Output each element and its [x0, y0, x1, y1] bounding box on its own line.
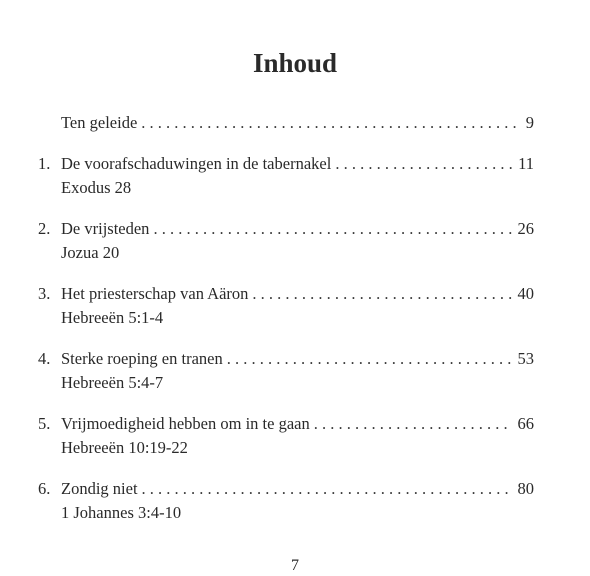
dot-leader — [142, 477, 512, 501]
toc-entry-title: Vrijmoedigheid hebben om in te gaan — [61, 414, 310, 433]
toc-entry-page: 53 — [517, 349, 534, 368]
dot-leader — [141, 111, 519, 135]
toc-entry — [38, 111, 534, 135]
toc-entry-reference: Hebreeën 10:19-22 — [61, 438, 188, 457]
toc-entry-reference: Jozua 20 — [61, 243, 120, 262]
toc-entry-title: Het priesterschap van Aäron — [61, 284, 249, 303]
toc-entry-page: 80 — [517, 479, 534, 498]
toc-entry-line — [38, 347, 534, 371]
toc-entry-title: Zondig niet — [61, 479, 138, 498]
toc-entry-number: 1. — [38, 154, 51, 173]
toc-entry-line — [38, 111, 534, 135]
toc-entry-line — [38, 412, 534, 436]
dot-leader — [227, 347, 512, 371]
toc-entry-title: De voorafschaduwingen in de tabernakel — [61, 154, 332, 173]
dot-leader — [335, 152, 512, 176]
toc-entry — [38, 477, 534, 525]
dot-leader — [314, 412, 512, 436]
toc-entry — [38, 282, 534, 330]
toc-entry — [38, 347, 534, 395]
toc-entry — [38, 412, 534, 460]
dot-leader — [252, 282, 511, 306]
toc-entry — [38, 217, 534, 265]
page-title: Inhoud — [252, 48, 338, 79]
toc-entry-reference: Hebreeën 5:4-7 — [61, 373, 164, 392]
toc-entry-number: 4. — [38, 349, 51, 368]
toc-entry-page: 66 — [517, 414, 534, 433]
toc-entry-line — [38, 217, 534, 241]
toc-entry — [38, 152, 534, 200]
dot-leader — [153, 217, 511, 241]
toc-entry-page: 11 — [518, 154, 534, 173]
toc-entry-reference: Exodus 28 — [61, 178, 132, 197]
toc-entry-reference: 1 Johannes 3:4-10 — [61, 503, 182, 522]
toc-entry-number: 5. — [38, 414, 51, 433]
toc-entry-title: De vrijsteden — [61, 219, 150, 238]
toc-entry-line — [38, 477, 534, 501]
toc-entry-number: 3. — [38, 284, 51, 303]
toc-entry-line — [38, 282, 534, 306]
toc-entry-line — [38, 152, 534, 176]
toc-entry-title: Ten geleide — [61, 113, 138, 132]
page-number: 7 — [291, 557, 299, 574]
toc-entry-page: 40 — [517, 284, 534, 303]
toc-entry-reference: Hebreeën 5:1-4 — [61, 308, 164, 327]
toc-entry-title: Sterke roeping en tranen — [61, 349, 223, 368]
toc-entry-number: 6. — [38, 479, 51, 498]
toc-entry-page: 26 — [517, 219, 534, 238]
table-of-contents — [38, 111, 534, 542]
toc-entry-number: 2. — [38, 219, 51, 238]
toc-entry-page: 9 — [525, 113, 534, 132]
